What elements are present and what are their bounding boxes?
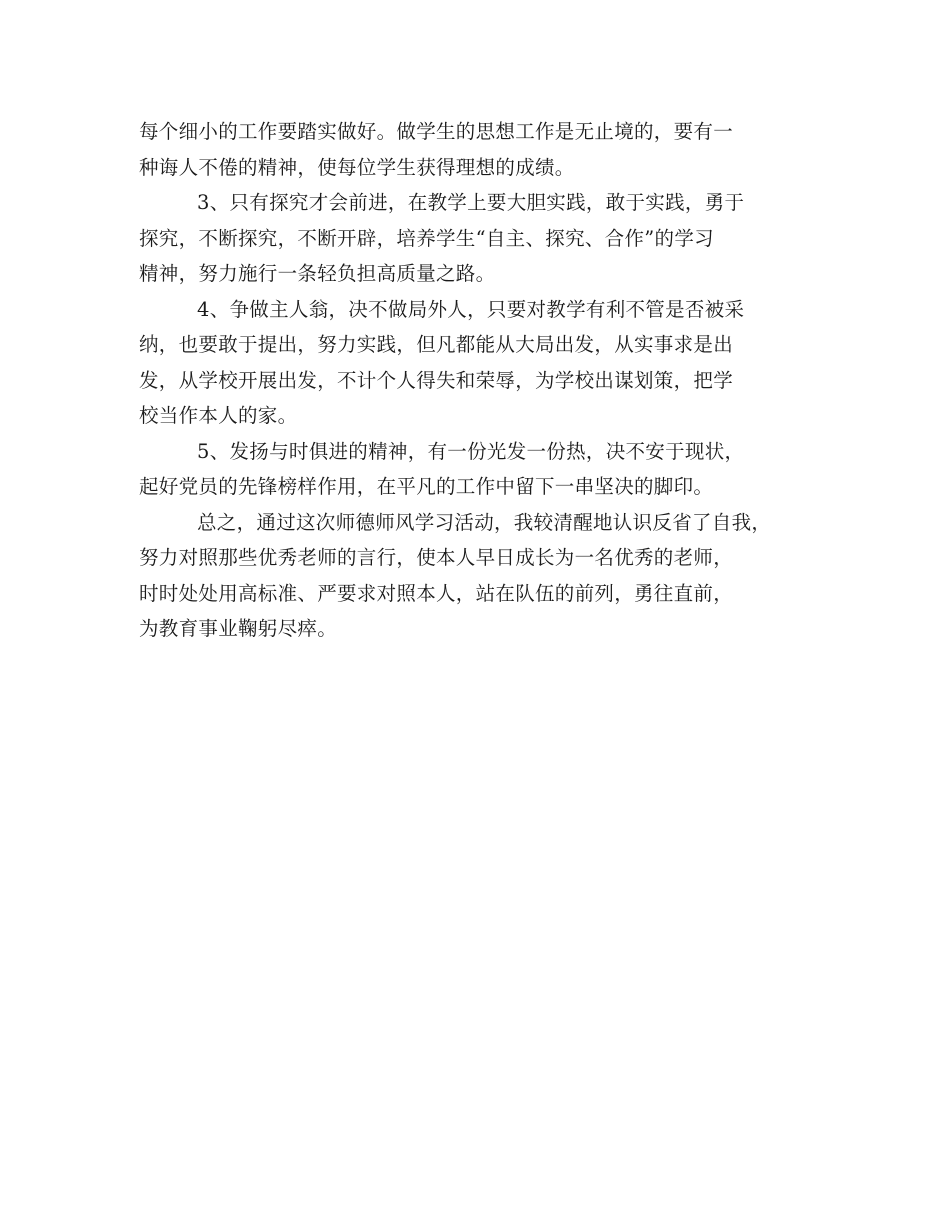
text-line: 纳，也要敢于提出，努力实践，但凡都能从大局出发，从实事求是出 bbox=[139, 333, 734, 356]
document-body bbox=[139, 114, 819, 647]
text-line: 校当作本人的家。 bbox=[139, 404, 298, 427]
text-line: 努力对照那些优秀老师的言行，使本人早日成长为一名优秀的老师， bbox=[139, 546, 734, 569]
text-line: 总之，通过这次师德师风学习活动，我较清醒地认识反省了自我， bbox=[197, 510, 772, 534]
text-line: 精神，努力施行一条轻负担高质量之路。 bbox=[139, 262, 496, 285]
text-line: 5、发扬与时俱进的精神，有一份光发一份热，决不安于现状， bbox=[197, 439, 745, 463]
text-line: 为教育事业鞠躬尽瘁。 bbox=[139, 617, 338, 640]
text-line: 每个细小的工作要踏实做好。做学生的思想工作是无止境的，要有一 bbox=[139, 120, 734, 143]
text-line: 3、只有探究才会前进，在教学上要大胆实践，敢于实践，勇于 bbox=[197, 191, 745, 214]
text-line: 时时处处用高标准、严要求对照本人，站在队伍的前列，勇往直前， bbox=[139, 581, 734, 605]
text-line: 种诲人不倦的精神，使每位学生获得理想的成绩。 bbox=[139, 155, 575, 179]
text-line: 发，从学校开展出发，不计个人得失和荣辱，为学校出谋划策，把学 bbox=[139, 368, 734, 392]
text-line: 探究，不断探究，不断开辟，培养学生“自主、探究、合作”的学习 bbox=[139, 226, 714, 250]
text-line: 起好党员的先锋榜样作用，在平凡的工作中留下一串坚决的脚印。 bbox=[139, 475, 714, 498]
text-line: 4、争做主人翁，决不做局外人，只要对教学有利不管是否被采 bbox=[197, 297, 745, 321]
